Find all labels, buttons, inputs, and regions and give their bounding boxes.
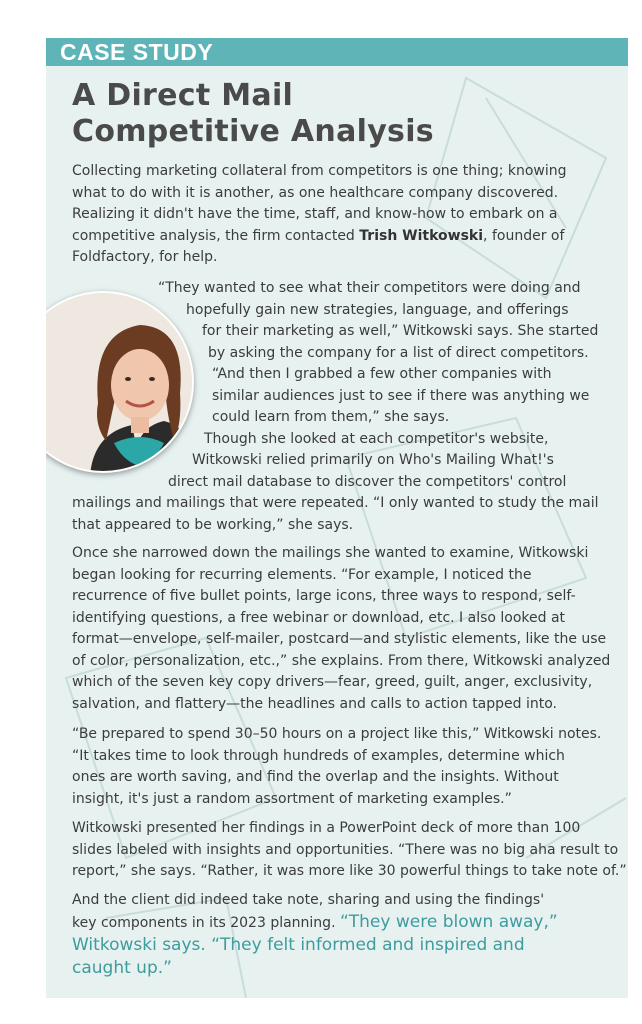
pull-quote: Witkowski says. “They felt informed and inspired and [72,935,525,955]
text-line: And the client did indeed take note, sharing and using the findings' [72,892,545,908]
title-line-2: Competitive Analysis [72,114,434,149]
banner-label: CASE STUDY [60,39,214,65]
intro-paragraph [72,161,567,269]
title-line-1: A Direct Mail [72,78,294,113]
text-line: format—envelope, self-mailer, postcard—and stylistic elements, like the use [72,631,607,647]
text-line: Witkowski relied primarily on Who's Mailing What!'s [192,452,554,468]
text-line: mailings and mailings that were repeated. “I only wanted to study the mail [72,495,599,511]
case-study-banner [46,38,628,66]
text-line: identifying questions, a free webinar or download, etc. I also looked at [72,609,566,626]
wrapped-paragraph-end [72,493,599,536]
text-line: Once she narrowed down the mailings she wanted to examine, Witkowski [72,545,589,561]
paragraph-recurring-elements [72,543,610,715]
text-line: Collecting marketing collateral from competitors is one thing; knowing [72,163,567,179]
text-line: of color, personalization, etc.,” she explains. From there, Witkowski analyzed [72,652,611,669]
paragraph-findings [72,818,627,883]
text-line: began looking for recurring elements. “For example, I noticed the [72,566,532,583]
text-line: for their marketing as well,” Witkowski says. She started [202,323,599,339]
text-line: slides labeled with insights and opportunities. “There was no big aha result to [72,841,619,858]
text-line: Though she looked at each competitor's website, [204,430,549,447]
text-line: similar audiences just to see if there was anything we [212,387,590,404]
text-line [72,912,558,935]
person-name: Trish Witkowski [359,227,484,244]
text-line: “It takes time to look through hundreds of examples, determine which [72,747,565,764]
text-line: what to do with it is another, as one healthcare company discovered. [72,184,559,201]
text-line: Foldfactory, for help. [72,249,218,265]
case-study-panel [46,38,628,998]
text-line: “They wanted to see what their competitors were doing and [158,280,581,296]
text-line: direct mail database to discover the competitors' control [168,473,567,490]
text-line: recurrence of five bullet points, large icons, three ways to respond, self- [72,588,576,604]
text-line: insight, it's just a random assortment of marketing examples.” [72,790,512,807]
article-title [72,78,434,150]
wrapped-paragraph [158,278,598,493]
paragraph-conclusion [72,890,558,980]
text-line: by asking the company for a list of direct competitors. [208,344,589,361]
text-line [72,226,567,248]
text-line: report,” she says. “Rather, it was more like 30 powerful things to take note of.” [72,863,627,879]
text-line: hopefully gain new strategies, language, and offerings [186,301,569,318]
text-fragment: key components in its 2023 planning. [72,914,340,931]
text-line: Witkowski presented her findings in a PowerPoint deck of more than 100 [72,820,581,836]
pull-quote: caught up.” [72,958,172,978]
text-line: “And then I grabbed a few other companies with [212,366,552,382]
text-line: Realizing it didn't have the time, staff, and know-how to embark on a [72,206,558,222]
pull-quote: “They were blown away,” [339,911,558,932]
text-line: “Be prepared to spend 30–50 hours on a project like this,” Witkowski notes. [72,726,602,742]
text-line: that appeared to be working,” she says. [72,516,354,533]
text-fragment: , founder of [483,227,565,244]
text-line: salvation, and flattery—the headlines and calls to action tapped into. [72,695,558,712]
text-fragment: competitive analysis, the firm contacted [72,227,360,244]
text-line: which of the seven key copy drivers—fear, greed, guilt, anger, exclusivity, [72,674,593,690]
text-line: could learn from them,” she says. [212,409,450,425]
paragraph-time-estimate [72,724,601,810]
text-line: ones are worth saving, and find the overlap and the insights. Without [72,769,559,785]
